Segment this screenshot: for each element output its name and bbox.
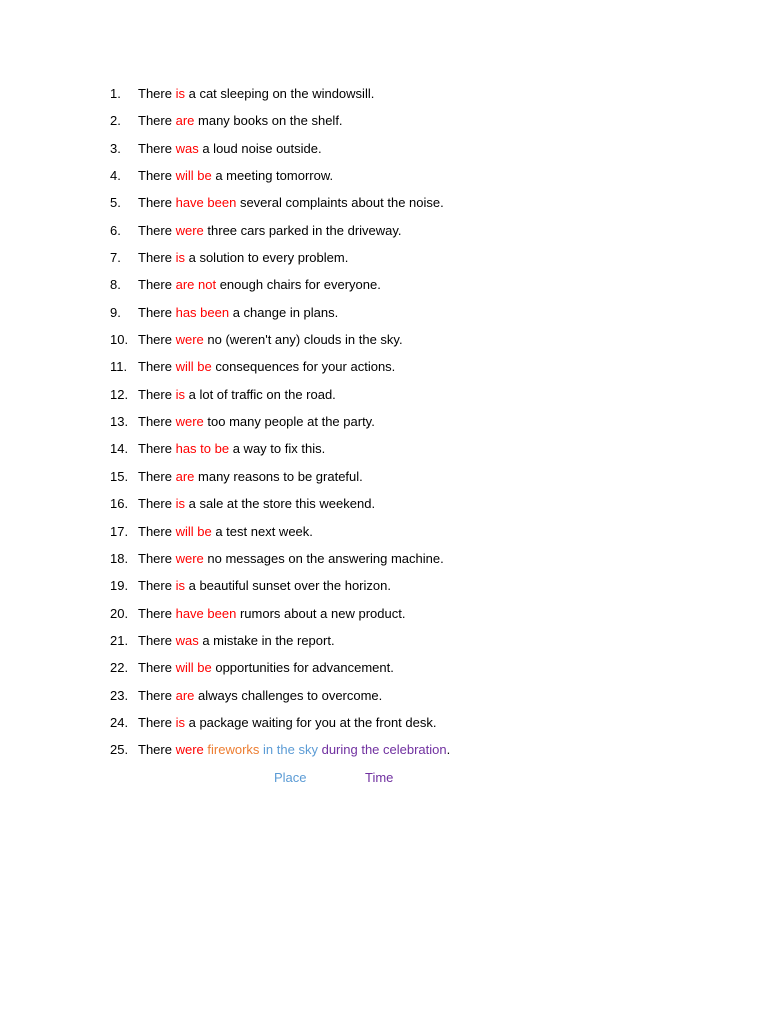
- sentence-verb: has been: [175, 304, 230, 320]
- sentence-verb: are: [175, 113, 195, 129]
- item-number: 23.: [110, 687, 129, 703]
- list-item-12: [110, 386, 670, 413]
- sentence-lead: There: [138, 386, 172, 402]
- sentence-verb: were: [175, 414, 204, 430]
- sentence-verb: are: [175, 468, 195, 484]
- item-number: 21.: [110, 632, 129, 648]
- list-item-8: [110, 276, 670, 303]
- item-number: 5.: [110, 195, 121, 211]
- sentence-lead: There: [138, 578, 172, 594]
- list-item-25: [110, 741, 670, 768]
- sentence-verb: was: [175, 632, 199, 648]
- sentence-verb: will be: [175, 359, 212, 375]
- list-item-9: [110, 304, 670, 331]
- sentence-rest: consequences for your actions.: [215, 359, 396, 375]
- sentence-lead: There: [138, 660, 172, 676]
- item-number: 4.: [110, 168, 121, 184]
- item-number: 25.: [110, 742, 129, 758]
- sentence-rest: several complaints about the noise.: [239, 195, 444, 211]
- sentence-lead: There: [138, 86, 172, 101]
- item-number: 1.: [110, 86, 121, 101]
- sentence-rest: a meeting tomorrow.: [215, 168, 334, 184]
- sentence-rest: a mistake in the report.: [202, 632, 335, 648]
- sentence-rest: a package waiting for you at the front desk.: [188, 714, 437, 730]
- item-number: 14.: [110, 441, 129, 457]
- sentence-rest: enough chairs for everyone.: [219, 277, 381, 293]
- sentence-end: .: [446, 742, 451, 758]
- sentence-rest: a test next week.: [215, 523, 313, 539]
- sentence-rest: a sale at the store this weekend.: [188, 496, 376, 512]
- item-number: 2.: [110, 113, 121, 129]
- sentence-rest: a way to fix this.: [232, 441, 326, 457]
- legend-place-label: Place: [274, 770, 307, 785]
- sentence-lead: There: [138, 714, 172, 730]
- sentence-verb: were: [175, 332, 204, 348]
- item-number: 18.: [110, 550, 129, 566]
- list-item-16: [110, 495, 670, 522]
- sentence-lead: There: [138, 742, 172, 758]
- list-item-2: [110, 112, 670, 139]
- sentence-lead: There: [138, 550, 172, 566]
- sentence-lead: There: [138, 113, 172, 129]
- list-item-13: [110, 413, 670, 440]
- sentence-lead: There: [138, 687, 172, 703]
- list-item-15: [110, 468, 670, 495]
- item-number: 9.: [110, 304, 121, 320]
- list-item-10: [110, 331, 670, 358]
- sentence-verb: are: [175, 687, 195, 703]
- item-number: 7.: [110, 250, 121, 266]
- sentence-list: [110, 85, 670, 769]
- legend-time-label: Time: [365, 770, 394, 785]
- sentence-lead: There: [138, 250, 172, 266]
- sentence-verb: is: [175, 496, 185, 512]
- list-item-18: [110, 550, 670, 577]
- sentence-lead: There: [138, 304, 172, 320]
- list-item-4: [110, 167, 670, 194]
- sentence-lead: There: [138, 195, 172, 211]
- item-number: 11.: [110, 359, 128, 375]
- list-item-21: [110, 632, 670, 659]
- sentence-verb: have been: [175, 195, 237, 211]
- item-number: 19.: [110, 578, 129, 594]
- sentence-lead: There: [138, 632, 172, 648]
- sentence-verb: have been: [175, 605, 237, 621]
- sentence-lead: There: [138, 523, 172, 539]
- sentence-lead: There: [138, 496, 172, 512]
- sentence-verb: will be: [175, 168, 212, 184]
- list-item-14: [110, 440, 670, 467]
- sentence-subject: fireworks: [207, 742, 260, 758]
- sentence-lead: There: [138, 168, 172, 184]
- sentence-verb: were: [175, 222, 204, 238]
- sentence-lead: There: [138, 414, 172, 430]
- item-number: 3.: [110, 140, 121, 156]
- list-item-7: [110, 249, 670, 276]
- item-number: 24.: [110, 714, 129, 730]
- sentence-rest: many books on the shelf.: [198, 113, 343, 129]
- item-number: 12.: [110, 386, 129, 402]
- list-item-11: [110, 358, 670, 385]
- sentence-rest: a change in plans.: [232, 304, 339, 320]
- sentence-verb: is: [175, 250, 185, 266]
- list-item-19: [110, 577, 670, 604]
- item-number: 10.: [110, 332, 129, 348]
- list-item-22: [110, 659, 670, 686]
- sentence-rest: a beautiful sunset over the horizon.: [188, 578, 391, 594]
- list-item-6: [110, 222, 670, 249]
- item-number: 22.: [110, 660, 129, 676]
- sentence-place: in the sky: [263, 742, 318, 758]
- sentence-verb: was: [175, 140, 199, 156]
- sentence-verb: were: [175, 550, 204, 566]
- sentence-rest: a loud noise outside.: [202, 140, 322, 156]
- sentence-time: during the celebration: [321, 742, 447, 758]
- list-item-17: [110, 523, 670, 550]
- item-number: 20.: [110, 605, 129, 621]
- sentence-lead: There: [138, 332, 172, 348]
- list-item-1: [110, 85, 670, 112]
- sentence-verb: are not: [175, 277, 217, 293]
- sentence-rest: no (weren't any) clouds in the sky.: [207, 332, 403, 348]
- sentence-rest: too many people at the party.: [207, 414, 375, 430]
- sentence-lead: There: [138, 222, 172, 238]
- sentence-verb: will be: [175, 660, 212, 676]
- sentence-rest: a cat sleeping on the windowsill.: [188, 86, 375, 101]
- list-item-5: [110, 194, 670, 221]
- sentence-rest: no messages on the answering machine.: [207, 550, 444, 566]
- sentence-verb: is: [175, 578, 185, 594]
- sentence-lead: There: [138, 468, 172, 484]
- item-number: 6.: [110, 222, 121, 238]
- sentence-lead: There: [138, 359, 172, 375]
- sentence-verb: is: [175, 386, 185, 402]
- sentence-lead: There: [138, 441, 172, 457]
- sentence-rest: a lot of traffic on the road.: [188, 386, 336, 402]
- sentence-verb: has to be: [175, 441, 230, 457]
- sentence-lead: There: [138, 605, 172, 621]
- sentence-rest: three cars parked in the driveway.: [207, 222, 402, 238]
- sentence-rest: opportunities for advancement.: [215, 660, 394, 676]
- list-item-3: [110, 140, 670, 167]
- sentence-verb: is: [175, 714, 185, 730]
- sentence-rest: rumors about a new product.: [239, 605, 406, 621]
- sentence-lead: There: [138, 140, 172, 156]
- list-item-23: [110, 687, 670, 714]
- list-item-24: [110, 714, 670, 741]
- sentence-verb: will be: [175, 523, 212, 539]
- sentence-verb: is: [175, 86, 185, 101]
- item-number: 15.: [110, 468, 129, 484]
- list-item-20: [110, 605, 670, 632]
- sentence-rest: a solution to every problem.: [188, 250, 349, 266]
- item-number: 13.: [110, 414, 129, 430]
- sentence-verb: were: [175, 742, 204, 758]
- sentence-rest: many reasons to be grateful.: [198, 468, 363, 484]
- item-number: 8.: [110, 277, 121, 293]
- item-number: 17.: [110, 523, 129, 539]
- item-number: 16.: [110, 496, 129, 512]
- sentence-rest: always challenges to overcome.: [198, 687, 383, 703]
- sentence-lead: There: [138, 277, 172, 293]
